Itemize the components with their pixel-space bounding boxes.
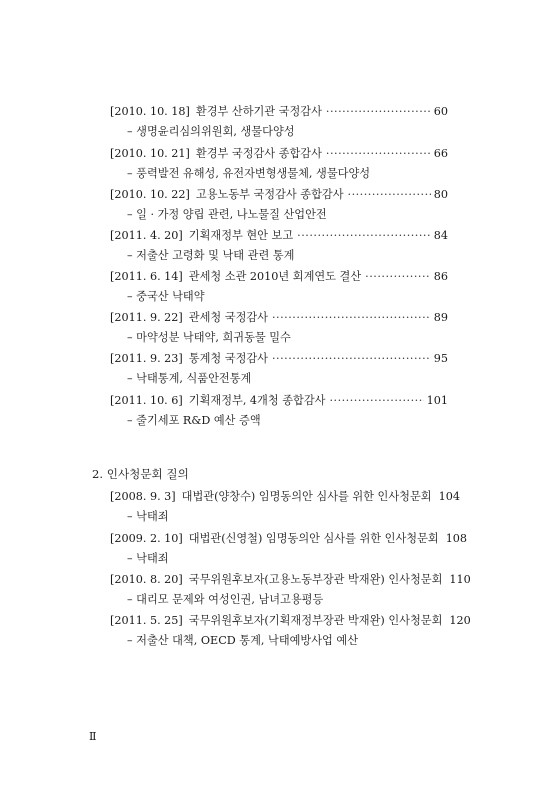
toc-entry-topics: – 대리모 문제와 여성인권, 남녀고용평등 [127, 593, 324, 606]
toc-entry-date: [2010. 10. 18] [110, 105, 190, 118]
toc-entry-title: 기획재정부 현안 보고 [188, 229, 294, 242]
dot-leader [297, 227, 431, 244]
toc-entry-topics: – 중국산 낙태약 [127, 290, 205, 303]
toc-entry-topics: – 낙태죄 [127, 552, 169, 565]
toc-entry[interactable] [110, 186, 448, 203]
toc-entry-date: [2010. 10. 22] [110, 188, 190, 201]
toc-entry-topics: – 일 · 가정 양립 관련, 나노물질 산업안전 [127, 208, 327, 221]
toc-entry-page: 66 [433, 147, 448, 160]
toc-entry[interactable] [110, 530, 468, 547]
toc-entry-title: 대법관(신영철) 임명동의안 심사를 위한 인사청문회 [188, 532, 439, 545]
toc-entry-title: 관세청 소관 2010년 회계연도 결산 [188, 270, 362, 283]
toc-entry-title: 대법관(양창수) 임명동의안 심사를 위한 인사청문회 [181, 490, 432, 503]
toc-entry-date: [2011. 4. 20] [110, 229, 183, 242]
dot-leader [329, 392, 423, 409]
toc-entry-page: 60 [433, 105, 448, 118]
toc-entry-page: 84 [433, 229, 448, 242]
toc-entry-date: [2011. 9. 22] [110, 311, 183, 324]
page-number: Ⅱ [89, 730, 97, 743]
toc-entry-page: 101 [426, 394, 448, 407]
toc-entry-topics: – 저출산 고령화 및 낙태 관련 통계 [127, 249, 295, 262]
toc-entry-title: 국무위원후보자(고용노동부장관 박재완) 인사청문회 [188, 573, 443, 586]
toc-entry-topics: – 낙태통계, 식품안전통계 [127, 372, 252, 385]
toc-entry[interactable] [110, 392, 448, 409]
toc-entry[interactable] [110, 145, 448, 162]
toc-entry-page: 80 [433, 188, 448, 201]
toc-entry-page: 104 [438, 490, 460, 503]
toc-entry[interactable] [110, 612, 471, 629]
toc-entry-date: [2008. 9. 3] [110, 490, 176, 503]
toc-entry-date: [2011. 9. 23] [110, 352, 183, 365]
toc-entry[interactable] [110, 571, 471, 588]
dot-leader [326, 103, 431, 120]
dot-leader [272, 309, 431, 326]
toc-entry-title: 국무위원후보자(기획재정부장관 박재완) 인사청문회 [188, 614, 443, 627]
toc-entry-date: [2010. 8. 20] [110, 573, 183, 586]
toc-entry-page: 108 [445, 532, 468, 545]
toc-entry-topics: – 마약성분 낙태약, 희귀동물 밀수 [127, 331, 291, 344]
toc-entry-page: 120 [449, 614, 471, 627]
toc-entry-title: 환경부 국정감사 종합감사 [195, 147, 322, 160]
dot-leader [326, 145, 431, 162]
toc-entry-topics: – 저출산 대책, OECD 통계, 낙태예방사업 예산 [127, 634, 359, 647]
toc-entry-topics: – 낙태죄 [127, 510, 169, 523]
toc-entry-title: 통계청 국정감사 [188, 352, 268, 365]
toc-entry[interactable] [110, 309, 448, 326]
toc-entry[interactable] [110, 350, 448, 367]
toc-entry-topics: – 풍력발전 유해성, 유전자변형생물체, 생물다양성 [127, 167, 371, 180]
dot-leader [365, 268, 431, 285]
toc-entry-page: 110 [449, 573, 471, 586]
toc-entry[interactable] [110, 488, 460, 505]
toc-entry-date: [2011. 6. 14] [110, 270, 183, 283]
toc-entry[interactable] [110, 227, 448, 244]
toc-entry-page: 86 [433, 270, 448, 283]
toc-entry-date: [2010. 10. 21] [110, 147, 190, 160]
toc-entry[interactable] [110, 268, 448, 285]
toc-entry-page: 95 [433, 352, 448, 365]
toc-entry-title: 관세청 국정감사 [188, 311, 268, 324]
section-heading: 2. 인사청문회 질의 [92, 467, 189, 481]
dot-leader [348, 186, 431, 203]
toc-entry[interactable] [110, 103, 448, 120]
toc-entry-page: 89 [433, 311, 448, 324]
toc-entry-title: 고용노동부 국정감사 종합감사 [195, 188, 344, 201]
toc-entry-date: [2011. 10. 6] [110, 394, 183, 407]
toc-entry-date: [2009. 2. 10] [110, 532, 183, 545]
toc-entry-date: [2011. 5. 25] [110, 614, 183, 627]
toc-entry-title: 기획재정부, 4개청 종합감사 [188, 394, 326, 407]
toc-entry-title: 환경부 산하기관 국정감사 [195, 105, 322, 118]
dot-leader [272, 350, 431, 367]
toc-entry-topics: – 생명윤리심의위원회, 생물다양성 [127, 125, 295, 138]
toc-entry-topics: – 줄기세포 R&D 예산 증액 [127, 414, 261, 427]
